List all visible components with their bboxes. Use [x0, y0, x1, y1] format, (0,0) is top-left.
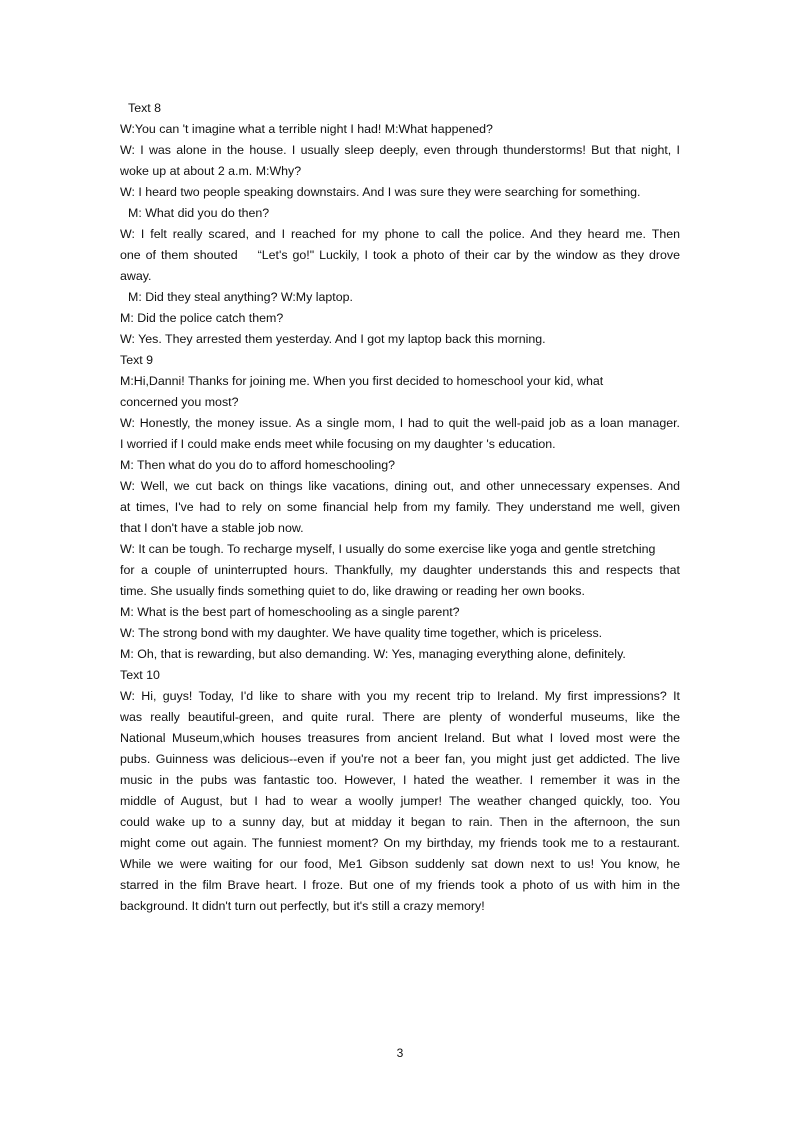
text-line: I worried if I could make ends meet while focusing on my daughter 's education. [120, 437, 556, 451]
text-line: W: It can be tough. To recharge myself, I usually do some exercise like yoga and gentle stretching [120, 542, 656, 556]
text-line: While we were waiting for our food, Me1 Gibson suddenly sat down next to us! You know, he [120, 857, 680, 871]
text-line: music in the pubs was fantastic too. However, I hated the weather. I remember it was in the [120, 773, 680, 787]
text-line: middle of August, but I had to wear a woolly jumper! The weather changed quickly, too. You [120, 794, 680, 808]
text-line: background. It didn't turn out perfectly, but it's still a crazy memory! [120, 899, 485, 913]
text-line: M: What did you do then? [128, 206, 270, 220]
text-line: W: Well, we cut back on things like vacations, dining out, and other unnecessary expenses. And [120, 479, 680, 493]
text-line: away. [120, 269, 152, 283]
text-line: was really beautiful-green, and quite rural. There are plenty of wonderful museums, like the [120, 710, 680, 724]
text-line: for a couple of uninterrupted hours. Thankfully, my daughter understands this and respects that [120, 563, 680, 577]
text-line: W: I felt really scared, and I reached for my phone to call the police. And they heard me. Then [120, 227, 680, 241]
text-line: National Museum,which houses treasures from ancient Ireland. But what I loved most were the [120, 731, 680, 745]
text-line: W: Hi, guys! Today, I'd like to share with you my recent trip to Ireland. My first impressions? It [120, 689, 680, 703]
page-number: 3 [396, 1046, 404, 1060]
text-line: W: Yes. They arrested them yesterday. And I got my laptop back this morning. [120, 332, 546, 346]
text-line: W: I was alone in the house. I usually sleep deeply, even through thunderstorms! But that night, I [120, 143, 680, 157]
section-heading: Text 9 [120, 353, 154, 367]
text-line: concerned you most? [120, 395, 239, 409]
text-line: W: Honestly, the money issue. As a single mom, I had to quit the well-paid job as a loan manager. [120, 416, 680, 430]
text-line: that I don't have a stable job now. [120, 521, 304, 535]
text-line: M: Oh, that is rewarding, but also demanding. W: Yes, managing everything alone, definitely. [120, 647, 626, 661]
text-line: time. She usually finds something quiet to do, like drawing or reading her own books. [120, 584, 585, 598]
text-line: W: The strong bond with my daughter. We have quality time together, which is priceless. [120, 626, 603, 640]
text-line: W:You can 't imagine what a terrible night I had! M:What happened? [120, 122, 493, 136]
text-line: M: Did they steal anything? W:My laptop. [128, 290, 353, 304]
text-line: woke up at about 2 a.m. M:Why? [120, 164, 302, 178]
section-heading: Text 8 [128, 101, 162, 115]
text-line: M: What is the best part of homeschooling as a single parent? [120, 605, 460, 619]
text-line: M: Did the police catch them? [120, 311, 284, 325]
section-heading: Text 10 [120, 668, 160, 682]
document-body [120, 98, 680, 917]
text-line: at times, I've had to rely on some financial help from my family. They understand me well, given [120, 500, 680, 514]
text-line: pubs. Guinness was delicious--even if you're not a beer fan, you might just get addicted. The live [120, 752, 680, 766]
text-line: one of them shouted “Let's go!" Luckily, I took a photo of their car by the window as they drove [120, 248, 680, 262]
text-line: M: Then what do you do to afford homeschooling? [120, 458, 396, 472]
text-line: starred in the film Brave heart. I froze. But one of my friends took a photo of us with him in the [120, 878, 680, 892]
text-line: W: I heard two people speaking downstairs. And I was sure they were searching for something. [120, 185, 641, 199]
text-line: M:Hi,Danni! Thanks for joining me. When you first decided to homeschool your kid, what [120, 374, 604, 388]
text-line: might come out again. The funniest moment? On my birthday, my friends took me to a restaurant. [120, 836, 680, 850]
text-line: could wake up to a sunny day, but at midday it began to rain. Then in the afternoon, the sun [120, 815, 680, 829]
